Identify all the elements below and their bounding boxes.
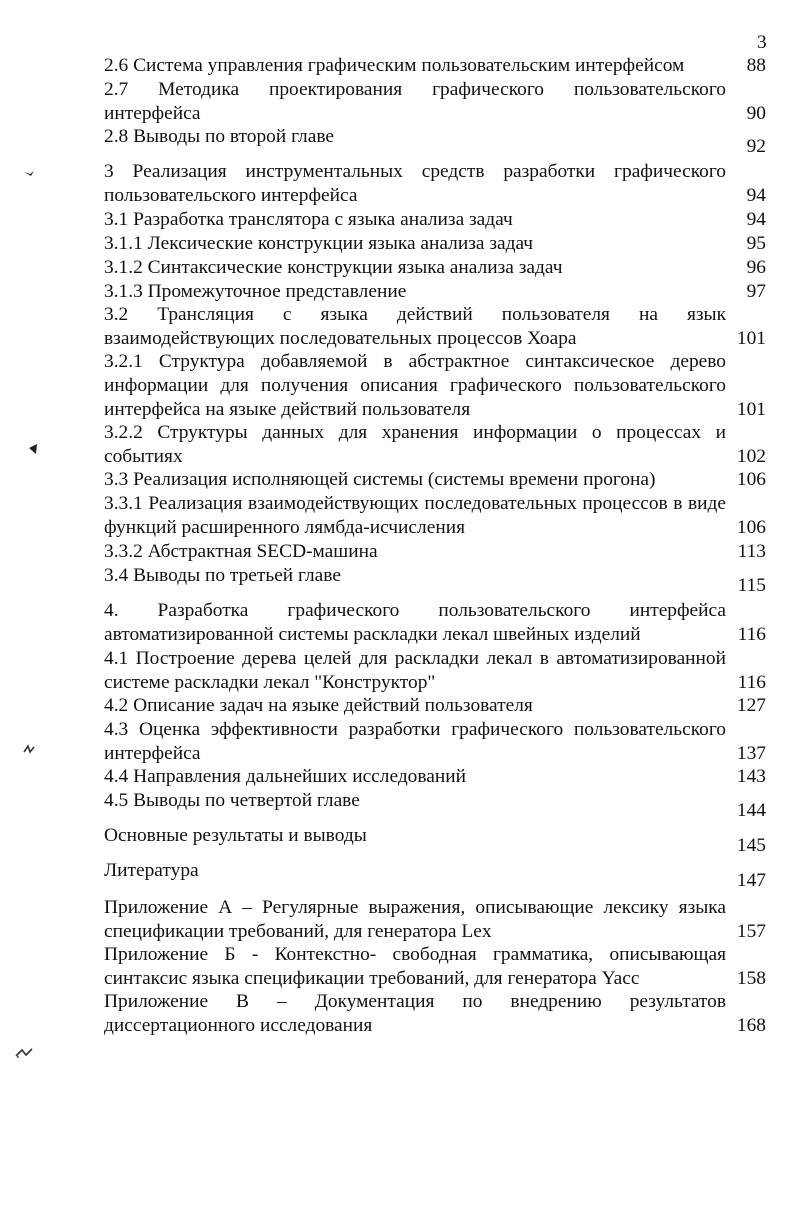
toc-entry-title: 2.6 Система управления графическим пользовательским интерфейсом [104,55,685,76]
toc-entry-page: 168 [736,1014,766,1036]
toc-entry-page: 116 [737,623,766,645]
toc-entry-title: 4.5 Выводы по четвертой главе [104,790,360,811]
toc-entry-title: 3.3 Реализация исполняющей системы (системы времени прогона) [104,469,656,490]
toc-entry-page: 106 [736,516,766,538]
toc-entry [104,78,766,126]
toc-entry [104,824,766,856]
toc-entry-page: 145 [736,835,766,856]
toc-entry-page: 158 [736,967,766,989]
toc-entry [104,789,766,821]
toc-entry [104,208,766,232]
toc-entry-page: 92 [746,136,766,157]
toc-entry-title: Приложение Б - Контекстно- свободная грамматика, описывающая синтаксис языка спецификации требований, для генератора Yacc [104,944,726,989]
toc-entry-title: 4.1 Построение дерева целей для раскладки лекал в автоматизированной системе раскладки лекал "Конструктор" [104,648,726,693]
toc-entry-page: 115 [737,575,766,596]
toc-entry [104,896,766,944]
toc-entry-page: 144 [736,800,766,821]
toc-entry-page: 88 [746,55,766,76]
toc-entry [104,160,766,208]
toc-entry [104,280,766,304]
scan-speck-mark [22,168,36,180]
toc-entry-page: 101 [736,327,766,349]
toc-entry-title: 3.3.2 Абстрактная SECD-машина [104,541,378,562]
toc-entry [104,990,766,1038]
toc-entry-title: 3.3.1 Реализация взаимодействующих последовательных процессов в виде функций расширенного лямбда-исчисления [104,493,726,538]
toc-entry [104,232,766,256]
toc-entry-page: 101 [736,398,766,420]
toc-entry-title: 3.2 Трансляция с языка действий пользователя на язык взаимодействующих последовательных процессов Хоара [104,304,726,349]
toc-entry-title: 3.1.1 Лексические конструкции языка анализа задач [104,233,534,254]
toc-entry [104,492,766,540]
page-number: 3 [757,32,767,53]
toc-entry [104,564,766,596]
toc-entry [104,54,766,78]
toc-entry-title: Литература [104,860,199,881]
toc-entry [104,125,766,157]
toc-entry-page: 96 [746,257,766,278]
toc-entry-page: 116 [737,671,766,693]
toc-entry-page: 137 [736,742,766,764]
toc-entry-page: 97 [746,281,766,302]
toc-entry [104,421,766,469]
toc-entry-title: 3.2.1 Структура добавляемой в абстрактное синтаксическое дерево информации для получения описания графического пользовательского интерфейса на языке действий пользователя [104,351,726,420]
toc-entry-page: 143 [736,766,766,787]
toc-entry-title: Приложение А – Регулярные выражения, описывающие лексику языка спецификации требований, для генератора Lex [104,897,726,942]
toc-entry-page: 113 [737,541,766,562]
toc-entry-title: Приложение В – Документация по внедрению результатов диссертационного исследования [104,991,726,1036]
toc-entry-title: 3 Реализация инструментальных средств разработки графического пользовательского интерфейса [104,161,726,206]
toc-entry [104,694,766,718]
toc-entry-page: 94 [746,184,766,206]
toc-entry [104,303,766,351]
toc-entry [104,765,766,789]
toc-entry [104,350,766,421]
toc-entry-title: 3.2.2 Структуры данных для хранения информации о процессах и событиях [104,422,726,467]
toc-entry-page: 106 [736,469,766,490]
toc-entry-title: 3.1.2 Синтаксические конструкции языка анализа задач [104,257,563,278]
toc-entry [104,859,766,891]
toc-entry-title: 2.8 Выводы по второй главе [104,126,334,147]
toc-entry-page: 95 [746,233,766,254]
toc-entry [104,468,766,492]
toc-entry-title: Основные результаты и выводы [104,825,367,846]
toc-entry [104,599,766,647]
toc-entry-title: 4.3 Оценка эффективности разработки графического пользовательского интерфейса [104,719,726,764]
toc-entry [104,647,766,695]
toc-entry-page: 90 [746,102,766,124]
toc-entry-title: 4.2 Описание задач на языке действий пользователя [104,695,533,716]
toc-entry-title: 3.1.3 Промежуточное представление [104,281,407,302]
scan-speck-mark [14,1046,34,1060]
toc-entry-title: 4.4 Направления дальнейших исследований [104,766,467,787]
toc-entry-title: 3.1 Разработка транслятора с языка анализа задач [104,209,513,230]
toc-entry [104,540,766,564]
scan-speck-mark [22,744,36,756]
toc-entry-page: 157 [736,920,766,942]
toc-entry [104,718,766,766]
toc-entry [104,943,766,991]
toc-entry [104,256,766,280]
toc-entry-title: 4. Разработка графического пользовательского интерфейса автоматизированной системы раскладки лекал швейных изделий [104,600,726,645]
toc-entry-title: 2.7 Методика проектирования графического пользовательского интерфейса [104,79,726,124]
toc-entry-title: 3.4 Выводы по третьей главе [104,565,341,586]
scan-speck-mark [26,442,40,456]
toc-entry-page: 102 [736,445,766,467]
toc-entry-page: 94 [746,209,766,230]
toc-entry-page: 127 [736,695,766,716]
toc-entry-page: 147 [736,870,766,891]
